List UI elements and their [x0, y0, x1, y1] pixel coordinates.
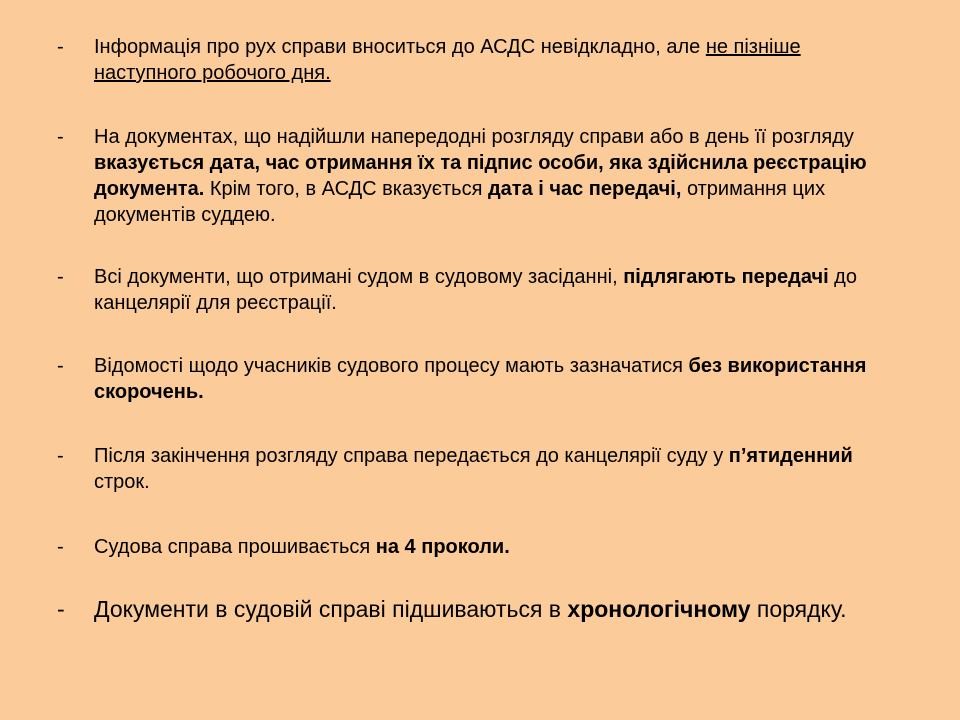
- bold-segment: дата і час передачі,: [487, 178, 682, 200]
- text-segment: порядку.: [750, 596, 847, 622]
- text-segment: отримання цих документів суддею.: [94, 178, 826, 226]
- list-item-text: [94, 443, 894, 495]
- bullet-dash: -: [57, 596, 65, 622]
- underlined-segment: не пізніше наступного робочого дня.: [94, 36, 801, 84]
- bold-segment: без використання скорочень.: [94, 355, 867, 403]
- text-segment: На документах, що надійшли напередодні розгляду справи або в день її розгляду: [94, 126, 854, 148]
- text-segment: Всі документи, що отримані судом в судовому засіданні,: [94, 266, 624, 288]
- text-segment: Судова справа прошивається: [94, 536, 376, 558]
- text-segment: Інформація про рух справи вноситься до АСДС невідкладно, але: [94, 36, 706, 58]
- text-segment: Відомості щодо учасників судового процесу мають зазначатися: [94, 355, 689, 377]
- list-item-text: [94, 124, 894, 228]
- text-segment: до канцелярії для реєстрації.: [94, 266, 857, 314]
- text-segment: Крім того, в АСДС вказується: [204, 178, 488, 200]
- bold-segment: підлягають передачі: [623, 266, 829, 288]
- bullet-dash: -: [57, 355, 64, 377]
- bold-segment: п’ятиденний: [728, 445, 853, 467]
- bullet-dash: -: [57, 36, 64, 58]
- text-segment: строк.: [94, 471, 150, 493]
- bold-segment: на 4 проколи.: [375, 536, 510, 558]
- list-item-text: [94, 534, 894, 560]
- list-item-text: [94, 594, 894, 624]
- text-segment: Після закінчення розгляду справа передається до канцелярії суду у: [94, 445, 729, 467]
- bold-segment: вказується дата, час отримання їх та підпис особи, яка здійснила реєстрацію документа.: [94, 152, 867, 200]
- bullet-dash: -: [57, 445, 64, 467]
- bullet-dash: -: [57, 536, 64, 558]
- bold-segment: хронологічному: [567, 596, 751, 622]
- list-item-text: [94, 34, 894, 86]
- bullet-dash: -: [57, 266, 64, 288]
- list-item-text: [94, 264, 894, 316]
- list-item-text: [94, 353, 894, 405]
- bullet-dash: -: [57, 126, 64, 148]
- text-segment: Документи в судовій справі підшиваються в: [94, 596, 568, 622]
